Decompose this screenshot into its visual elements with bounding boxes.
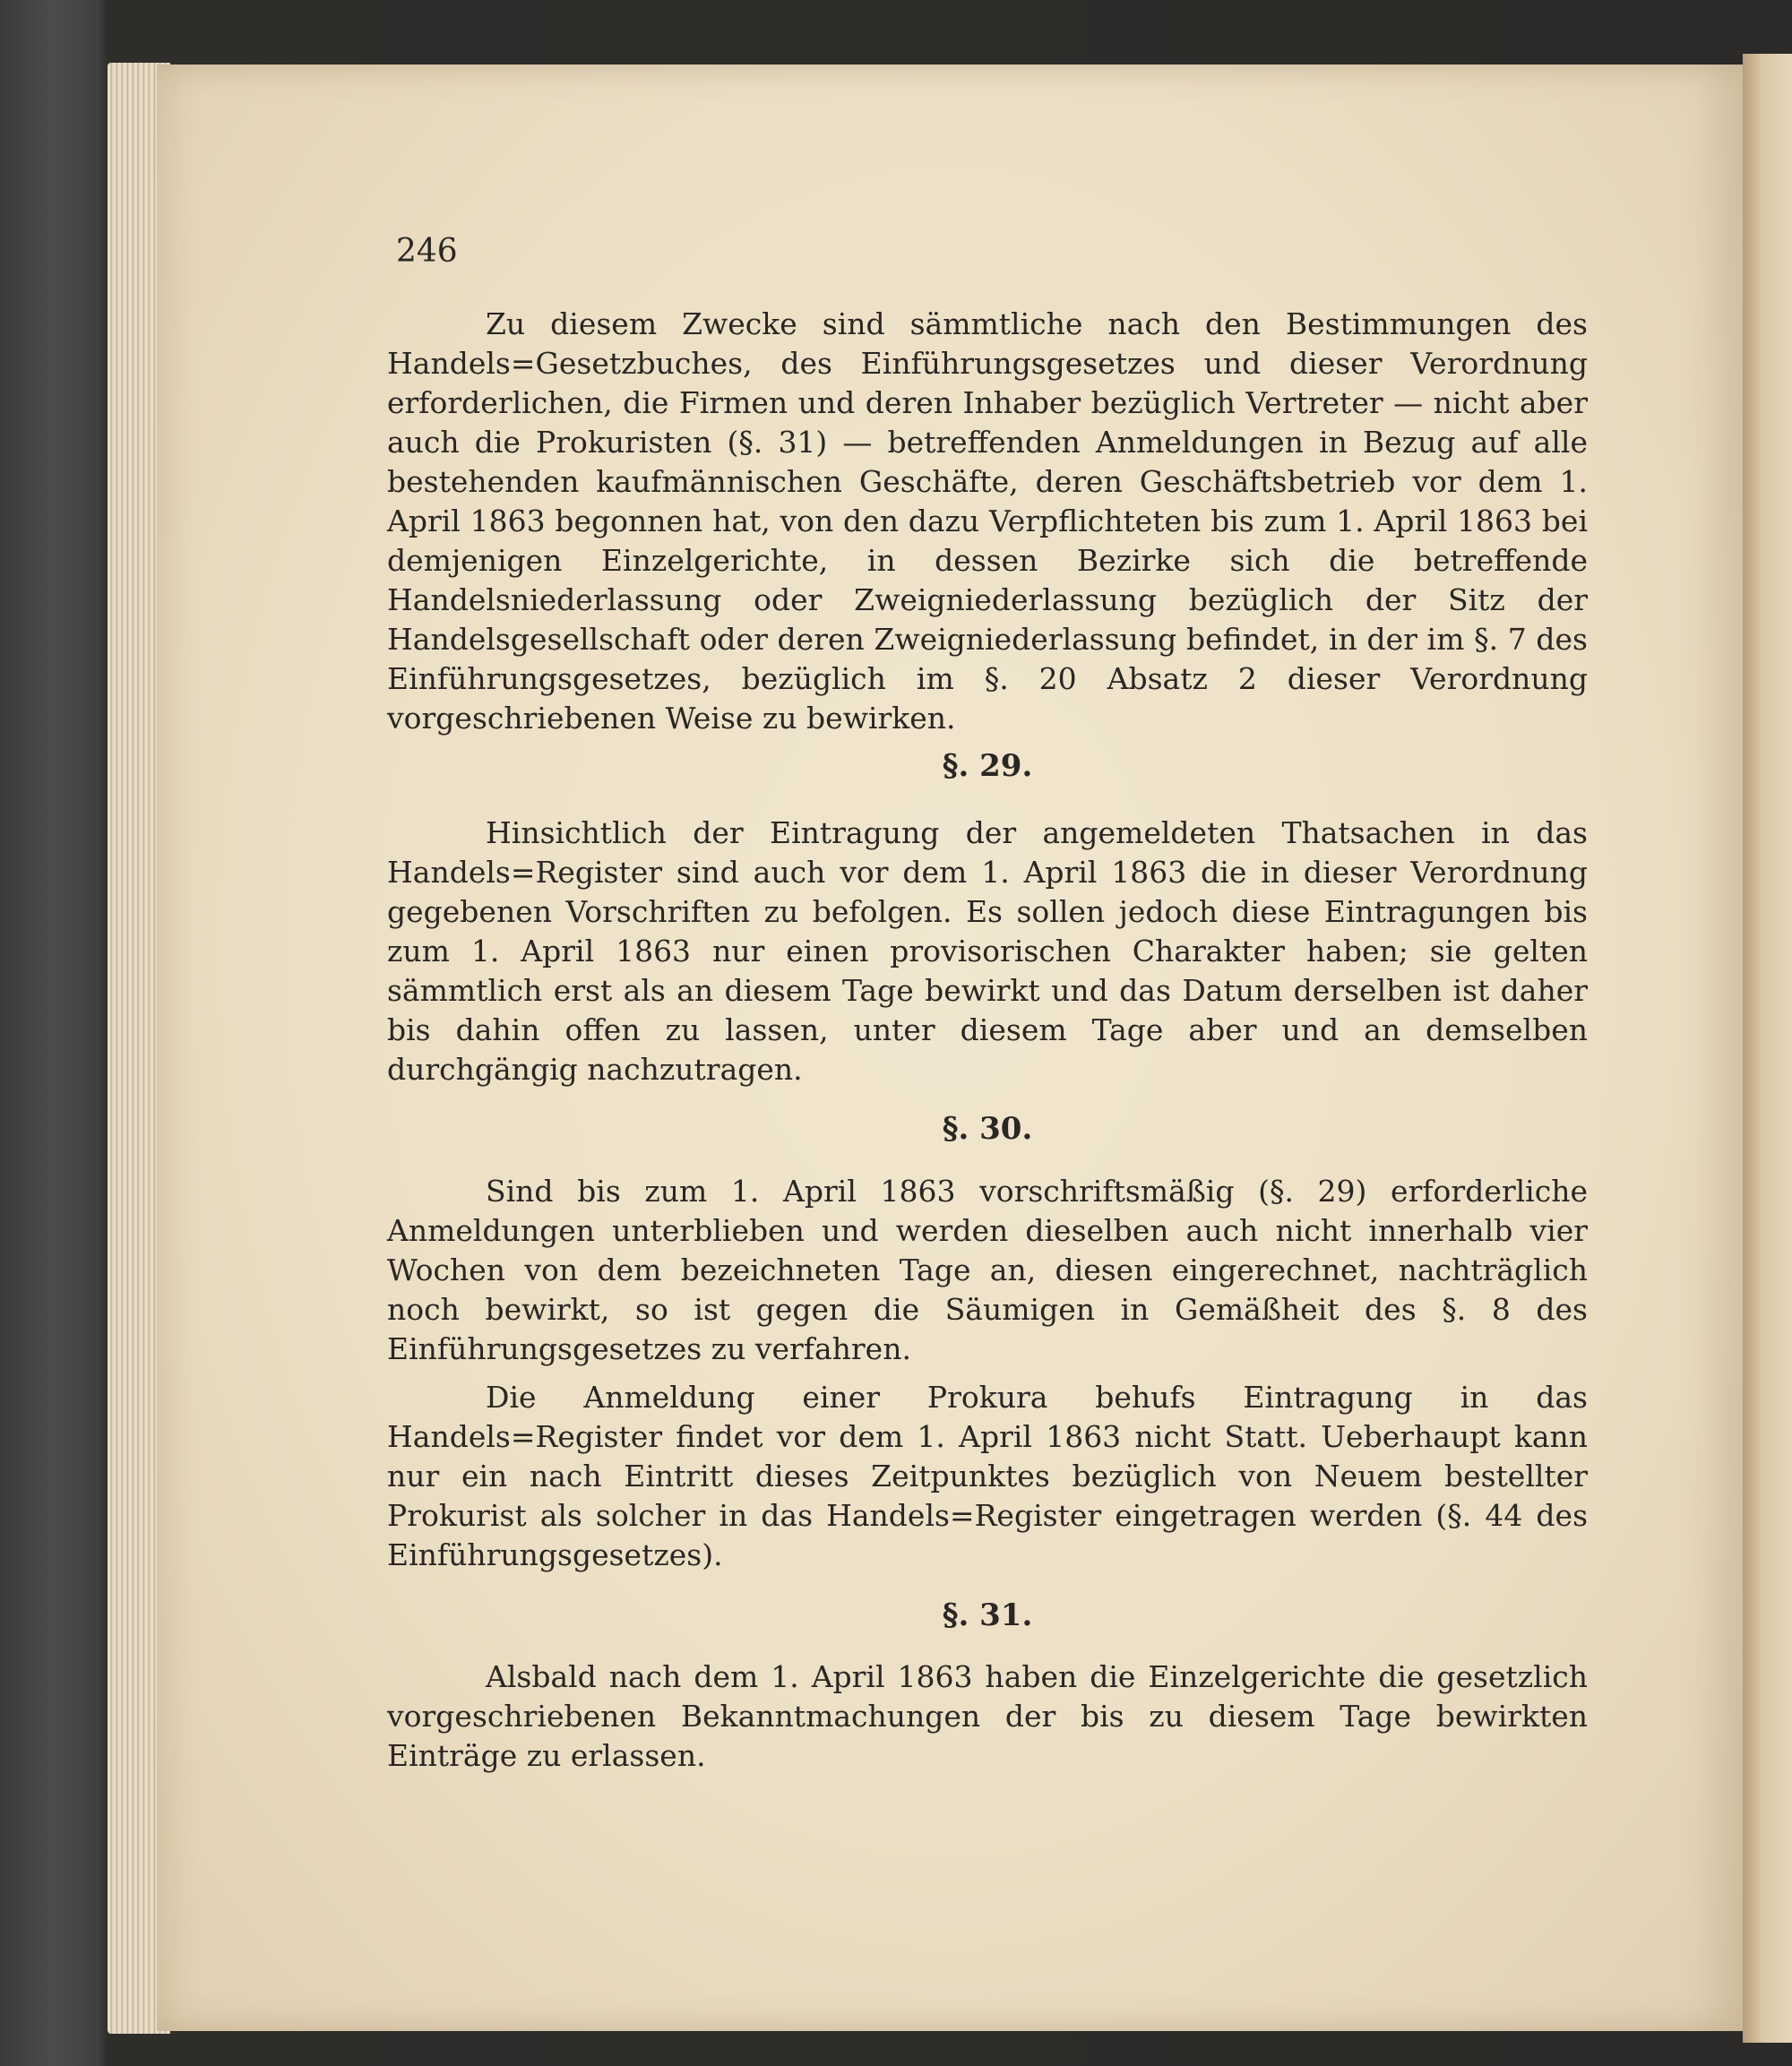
page-number: 246 <box>396 233 458 270</box>
section-heading-30: §. 30. <box>942 1111 1033 1147</box>
paragraph-5: Alsbald nach dem 1. April 1863 haben die Einzelgerichte die gesetzlich vorgeschriebenen Bekanntmachungen der bis zu diesem Tage bewirkten Einträge zu erlassen. <box>387 1659 1588 1773</box>
section-heading-31: §. 31. <box>942 1597 1033 1633</box>
next-page-gutter <box>1743 54 1792 2043</box>
paragraph-1: Zu diesem Zwecke sind sämmtliche nach den Bestimmungen des Handels=Gesetzbuches, des Einführungsgesetzes und dieser Verordnung erforderlichen, die Firmen und deren Inhaber bezüglich Vertreter — nicht aber auch die Prokuristen (§. 31) — betreffenden Anmeldungen in Bezug auf alle bestehenden kaufmännischen Geschäfte, deren Geschäftsbetrieb vor dem 1. April 1863 begonnen hat, von den dazu Verpflichteten bis zum 1. April 1863 bei demjenigen Einzelgerichte, in dessen Bezirke sich die betreffende Handelsniederlassung oder Zweigniederlassung bezüglich der Sitz der Handelsgesellschaft oder deren Zweigniederlassung befindet, in der im §. 7 des Einführungsgesetzes, bezüglich im §. 20 Absatz 2 dieser Verordnung vorgeschriebenen Weise zu bewirken. <box>387 306 1588 736</box>
paragraph-2: Hinsichtlich der Eintragung der angemeldeten Thatsachen in das Handels=Register sind auch vor dem 1. April 1863 die in dieser Verordnung gegebenen Vorschriften zu befolgen. Es sollen jedoch diese Eintragungen bis zum 1. April 1863 nur einen provisorischen Charakter haben; sie gelten sämmtlich erst als an diesem Tage bewirkt und das Datum derselben ist daher bis dahin offen zu lassen, unter diesem Tage aber und an demselben durchgängig nachzutragen. <box>387 815 1588 1087</box>
paragraph-3: Sind bis zum 1. April 1863 vorschriftsmäßig (§. 29) erforderliche Anmeldungen unterblieben und werden dieselben auch nicht innerhalb vier Wochen von dem bezeichneten Tage an, diesen eingerechnet, nachträglich noch bewirkt, so ist gegen die Säumigen in Gemäßheit des §. 8 des Einführungsgesetzes zu verfahren. <box>387 1174 1588 1366</box>
paragraph-4: Die Anmeldung einer Prokura behufs Eintragung in das Handels=Register findet vor dem 1. April 1863 nicht Statt. Ueberhaupt kann nur ein nach Eintritt dieses Zeitpunktes bezüglich von Neuem bestellter Prokurist als solcher in das Handels=Register eingetragen werden (§. 44 des Einführungsgesetzes). <box>387 1380 1588 1572</box>
section-heading-29: §. 29. <box>942 748 1033 784</box>
